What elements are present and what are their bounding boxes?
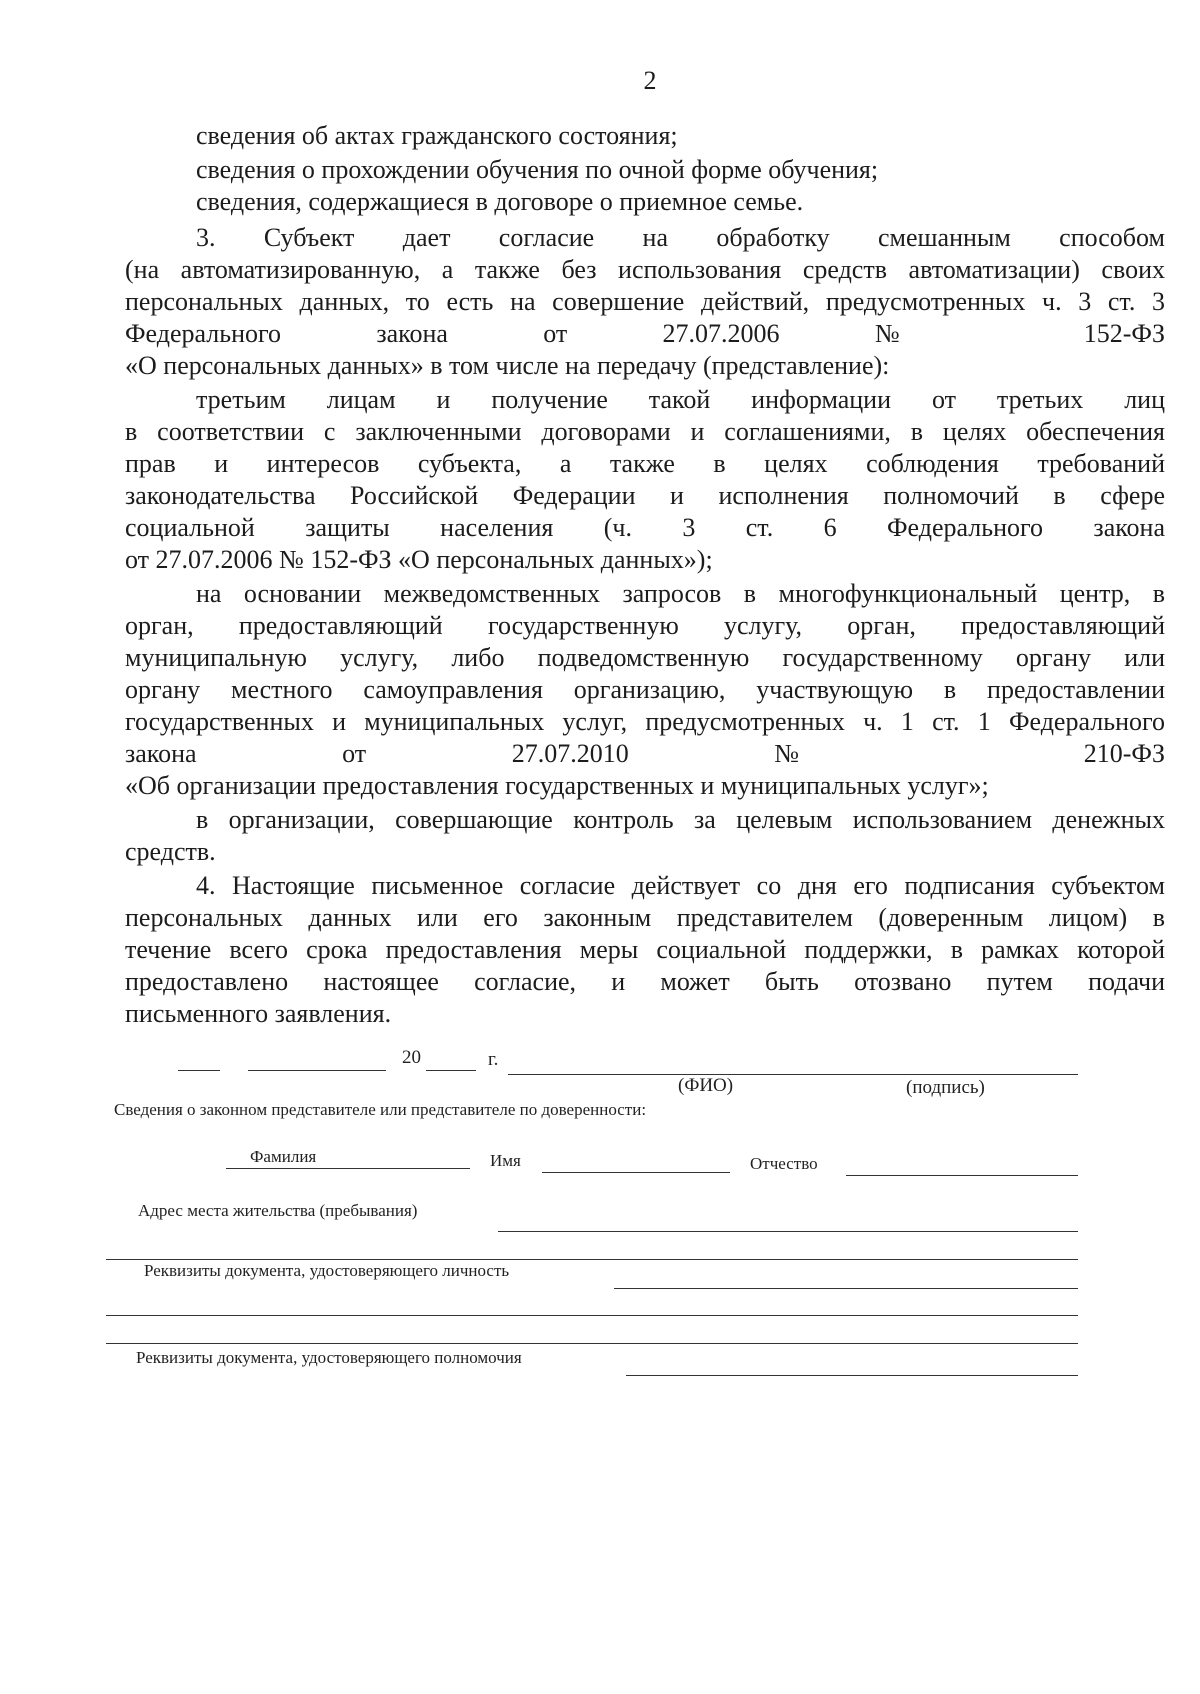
year-suffix: г.: [488, 1049, 499, 1070]
body-line: социальной защиты населения (ч. 3 ст. 6 Федерального закона: [125, 513, 1165, 542]
identity-doc-line-2: [106, 1315, 1078, 1316]
body-line: органу местного самоуправления организацию, участвующую в предоставлении: [125, 675, 1165, 704]
authority-doc-line: [626, 1375, 1078, 1376]
body-line: (на автоматизированную, а также без использования средств автоматизации) своих: [125, 255, 1165, 284]
date-year-line: [426, 1070, 476, 1071]
authority-doc-label: Реквизиты документа, удостоверяющего полномочия: [136, 1348, 522, 1367]
body-line: Федерального закона от 27.07.2006 № 152-ФЗ: [125, 319, 1165, 348]
body-line: в соответствии с заключенными договорами и соглашениями, в целях обеспечения: [125, 417, 1165, 446]
body-line: законодательства Российской Федерации и исполнения полномочий в сфере: [125, 481, 1165, 510]
name-label: Имя: [490, 1151, 521, 1170]
year-prefix: 20: [402, 1047, 421, 1068]
body-line: «Об организации предоставления государственных и муниципальных услуг»;: [125, 771, 989, 800]
body-line: от 27.07.2006 № 152-ФЗ «О персональных данных»);: [125, 545, 713, 574]
body-line: в организации, совершающие контроль за целевым использованием денежных: [196, 805, 1165, 834]
surname-line: [226, 1168, 470, 1169]
body-line: «О персональных данных» в том числе на передачу (представление):: [125, 351, 890, 380]
body-line: течение всего срока предоставления меры социальной поддержки, в рамках которой: [125, 935, 1165, 964]
body-line: сведения о прохождении обучения по очной форме обучения;: [196, 155, 879, 184]
signature-caption: (подпись): [906, 1077, 985, 1098]
identity-doc-label: Реквизиты документа, удостоверяющего личность: [144, 1261, 510, 1280]
identity-doc-line-1: [614, 1288, 1078, 1289]
patronymic-label: Отчество: [750, 1154, 818, 1173]
body-line: прав и интересов субъекта, а также в целях соблюдения требований: [125, 449, 1165, 478]
body-line: 4. Настоящие письменное согласие действует со дня его подписания субъектом: [196, 871, 1165, 900]
address-label: Адрес места жительства (пребывания): [138, 1201, 418, 1220]
body-line: на основании межведомственных запросов в многофункциональный центр, в: [196, 579, 1165, 608]
name-line: [542, 1172, 730, 1173]
surname-label: Фамилия: [250, 1147, 317, 1166]
date-month-line: [248, 1070, 386, 1071]
page-number: 2: [643, 66, 657, 95]
identity-doc-line-3: [106, 1343, 1078, 1344]
body-line: закона от 27.07.2010 № 210-ФЗ: [125, 739, 1165, 768]
body-line: предоставлено настоящее согласие, и может быть отозвано путем подачи: [125, 967, 1165, 996]
body-line: третьим лицам и получение такой информации от третьих лиц: [196, 385, 1165, 414]
representative-title: Сведения о законном представителе или представителе по доверенности:: [114, 1100, 647, 1119]
body-line: персональных данных или его законным представителем (доверенным лицом) в: [125, 903, 1165, 932]
patronymic-line: [846, 1175, 1078, 1176]
body-line: государственных и муниципальных услуг, предусмотренных ч. 1 ст. 1 Федерального: [125, 707, 1165, 736]
body-line: 3. Субъект дает согласие на обработку смешанным способом: [196, 223, 1165, 252]
body-line: средств.: [125, 837, 216, 866]
fio-caption: (ФИО): [678, 1075, 734, 1096]
body-line: персональных данных, то есть на совершение действий, предусмотренных ч. 3 ст. 3: [125, 287, 1165, 316]
date-day-line: [178, 1070, 220, 1071]
body-line: сведения, содержащиеся в договоре о приемное семье.: [196, 187, 804, 216]
body-line: письменного заявления.: [125, 999, 392, 1028]
body-line: орган, предоставляющий государственную услугу, орган, предоставляющий: [125, 611, 1165, 640]
fio-signature-line: [508, 1074, 1078, 1075]
body-line: муниципальную услугу, либо подведомственную государственному органу или: [125, 643, 1165, 672]
address-line-1: [498, 1231, 1078, 1232]
body-line: сведения об актах гражданского состояния;: [196, 121, 678, 150]
